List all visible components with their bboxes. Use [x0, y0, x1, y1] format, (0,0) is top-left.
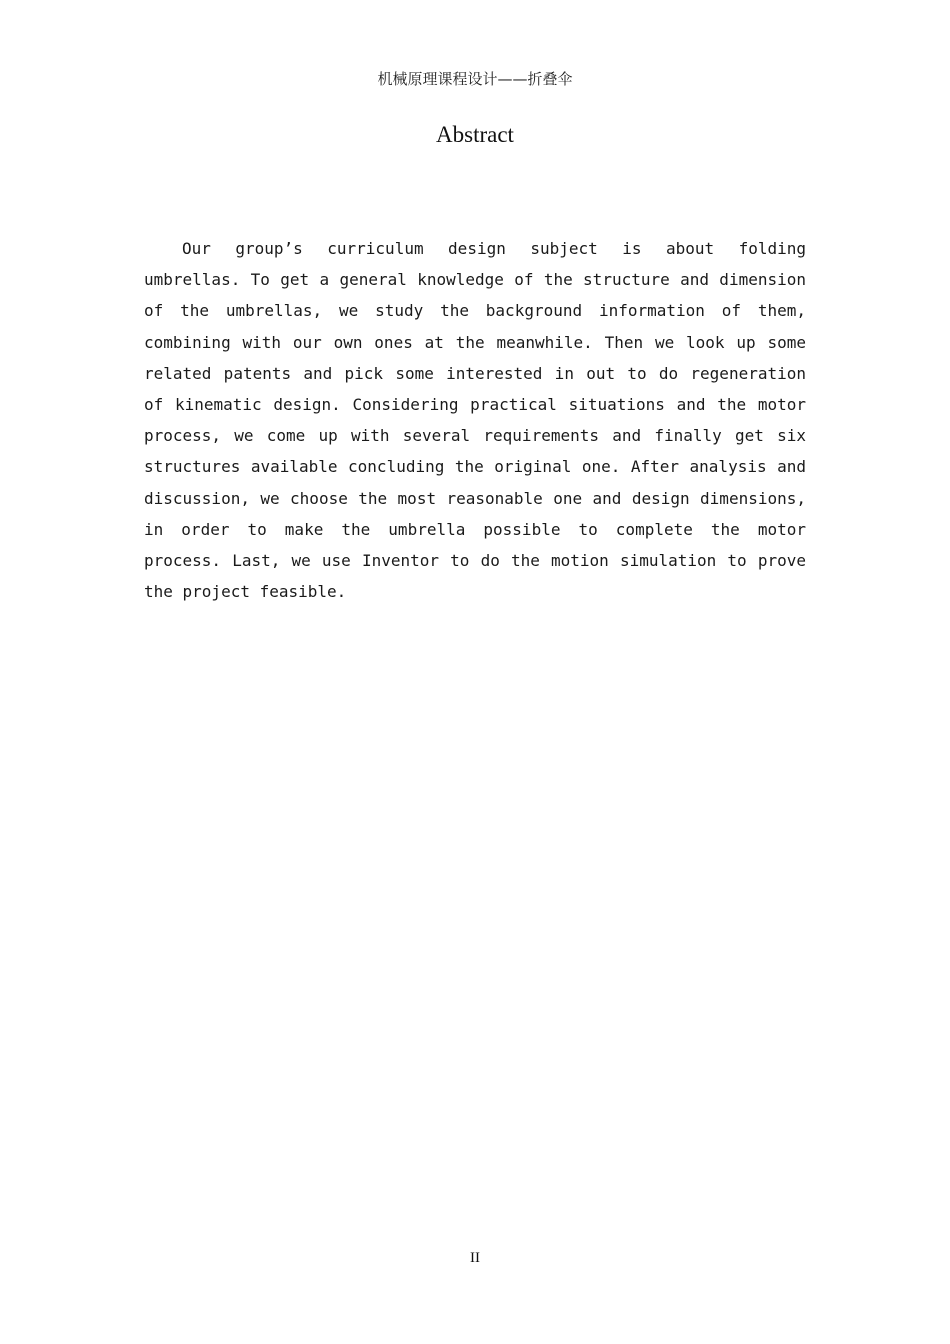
- section-title: Abstract: [436, 122, 514, 147]
- abstract-paragraph: Our group’s curriculum design subject is about folding umbrellas. To get a general knowledge of the structure and dimension of the umbrellas, we study the background information of them, combining with our own ones at the meanwhile. Then we look up some related patents and pick some interested in out to do regeneration of kinematic design. Considering practical situations and the motor process, we come up with several requirements and finally get six structures available concluding the original one. After analysis and discussion, we choose the most reasonable one and design dimensions, in order to make the umbrella possible to complete the motor process. Last, we use Inventor to do the motion simulation to prove the project feasible.: [144, 239, 806, 602]
- page-number: II: [470, 1250, 480, 1266]
- running-header: 机械原理课程设计——折叠伞: [377, 70, 573, 88]
